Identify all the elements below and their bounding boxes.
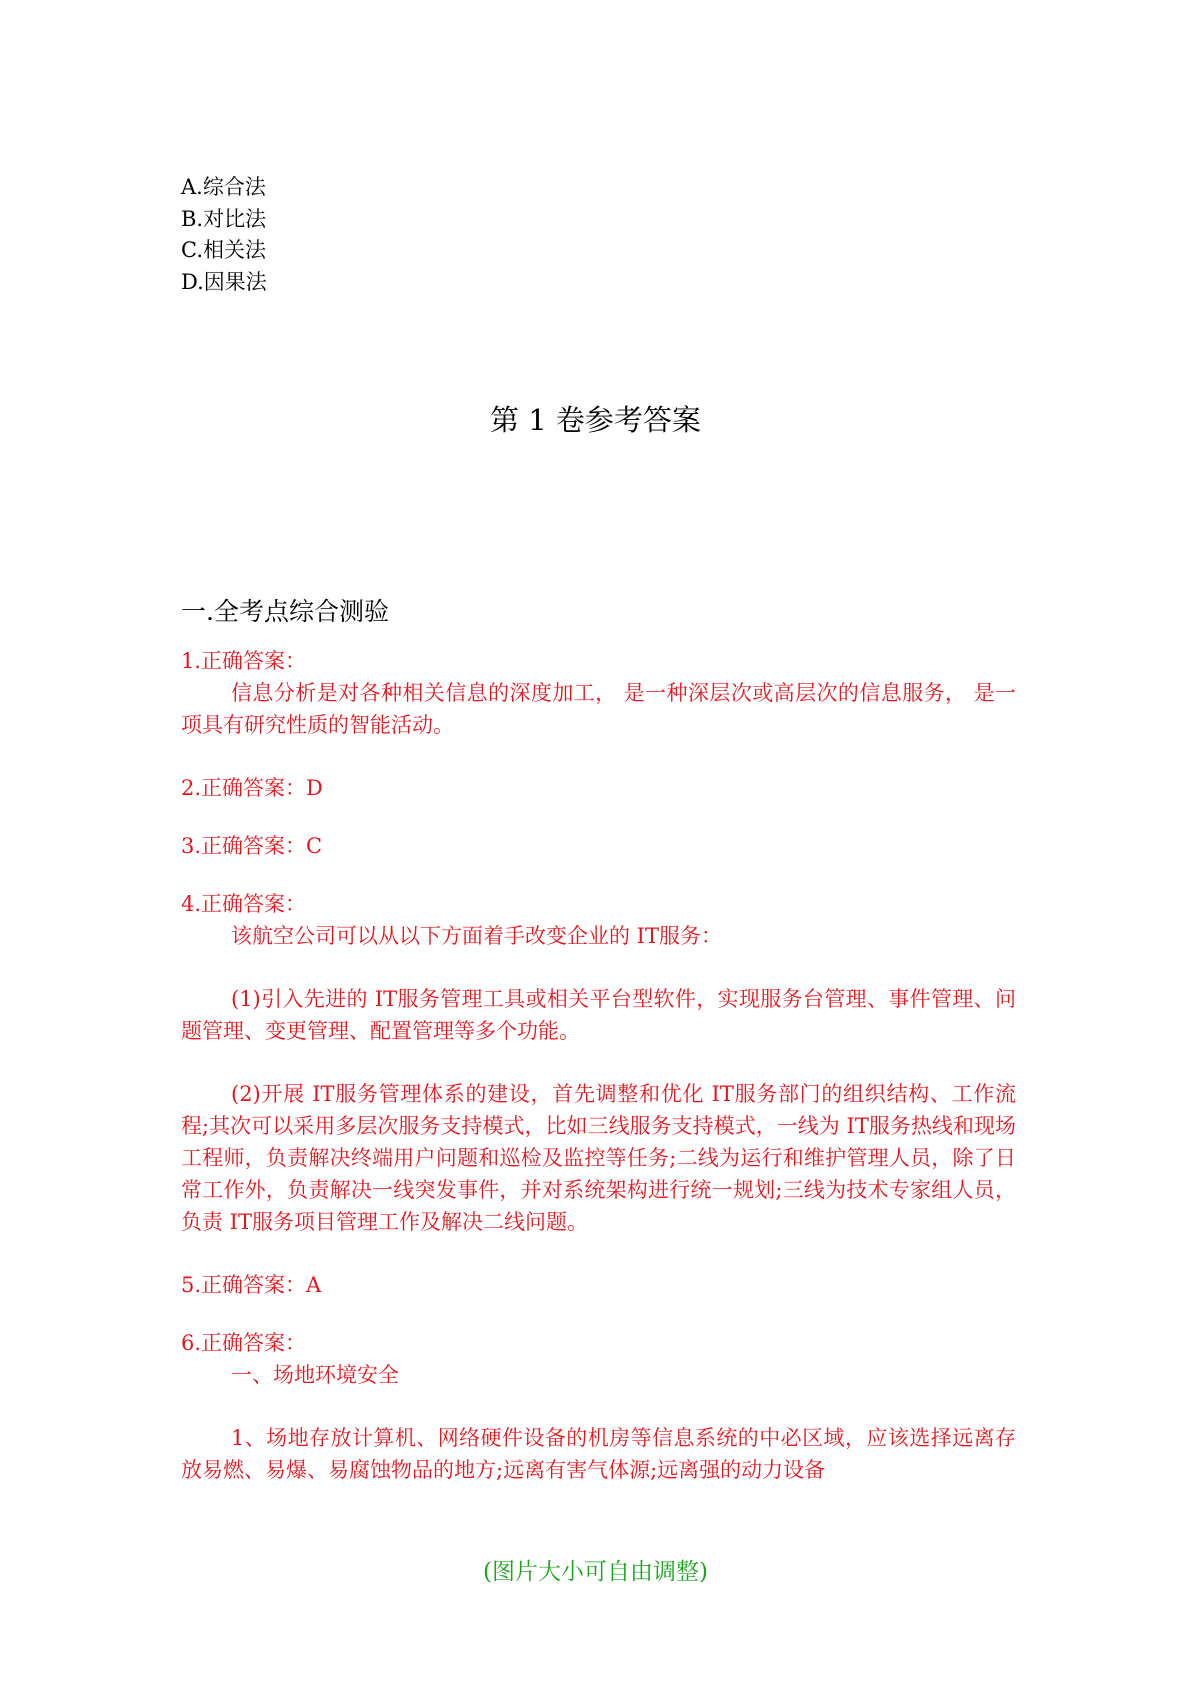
answer-6-subheading: 一、场地环境安全 — [231, 1363, 399, 1387]
answer-6-head: 6.正确答案： — [181, 1331, 307, 1355]
answer-1-head: 1.正确答案： — [181, 649, 307, 673]
image-resize-note: (图片大小可自由调整) — [483, 1559, 708, 1585]
answer-1-text: 信息分析是对各种相关信息的深度加工， 是一种深层次或高层次的信息服务， 是一项具有研究性质的智能活动。 — [181, 681, 1016, 737]
option-d: D.因果法 — [181, 269, 267, 294]
answer-4-intro: 该航空公司可以从以下方面着手改变企业的 IT服务： — [231, 924, 722, 948]
question-options — [181, 172, 267, 298]
answer-2-head: 2.正确答案：D — [181, 776, 323, 800]
option-a: A.综合法 — [181, 175, 266, 199]
answer-4-point-2: (2)开展 IT服务管理体系的建设，首先调整和优化 IT服务部门的组织结构、工作流程;其次可以采用多层次服务支持模式，比如三线服务支持模式，一线为 IT服务热线和现场工程师，负责解决终端用户问题和巡检及监控等任务;二线为运行和维护管理人员，除了日常工作外，负责解决一线突发事件，并对系统架构进行统一规划;三线为技术专家组人员，负责 IT服务项目管理工作及解决二线问题。 — [181, 1082, 1016, 1234]
answer-3-head: 3.正确答案：C — [181, 834, 323, 858]
option-c: C.相关法 — [181, 238, 266, 262]
option-b: B.对比法 — [181, 206, 267, 231]
answer-4-head: 4.正确答案： — [181, 892, 307, 916]
answer-4-point-1: (1)引入先进的 IT服务管理工具或相关平台型软件，实现服务台管理、事件管理、问题管理、变更管理、配置管理等多个功能。 — [181, 987, 1016, 1043]
volume-title: 第 1 卷参考答案 — [490, 403, 701, 437]
answer-5-head: 5.正确答案：A — [181, 1273, 322, 1297]
answer-6-point-1: 1、场地存放计算机、网络硬件设备的机房等信息系统的中必区域，应该选择远离存放易燃、易爆、易腐蚀物品的地方;远离有害气体源;远离强的动力设备 — [181, 1426, 1016, 1482]
answer-list — [181, 645, 1016, 1486]
section-title: 一.全考点综合测验 — [181, 597, 389, 626]
